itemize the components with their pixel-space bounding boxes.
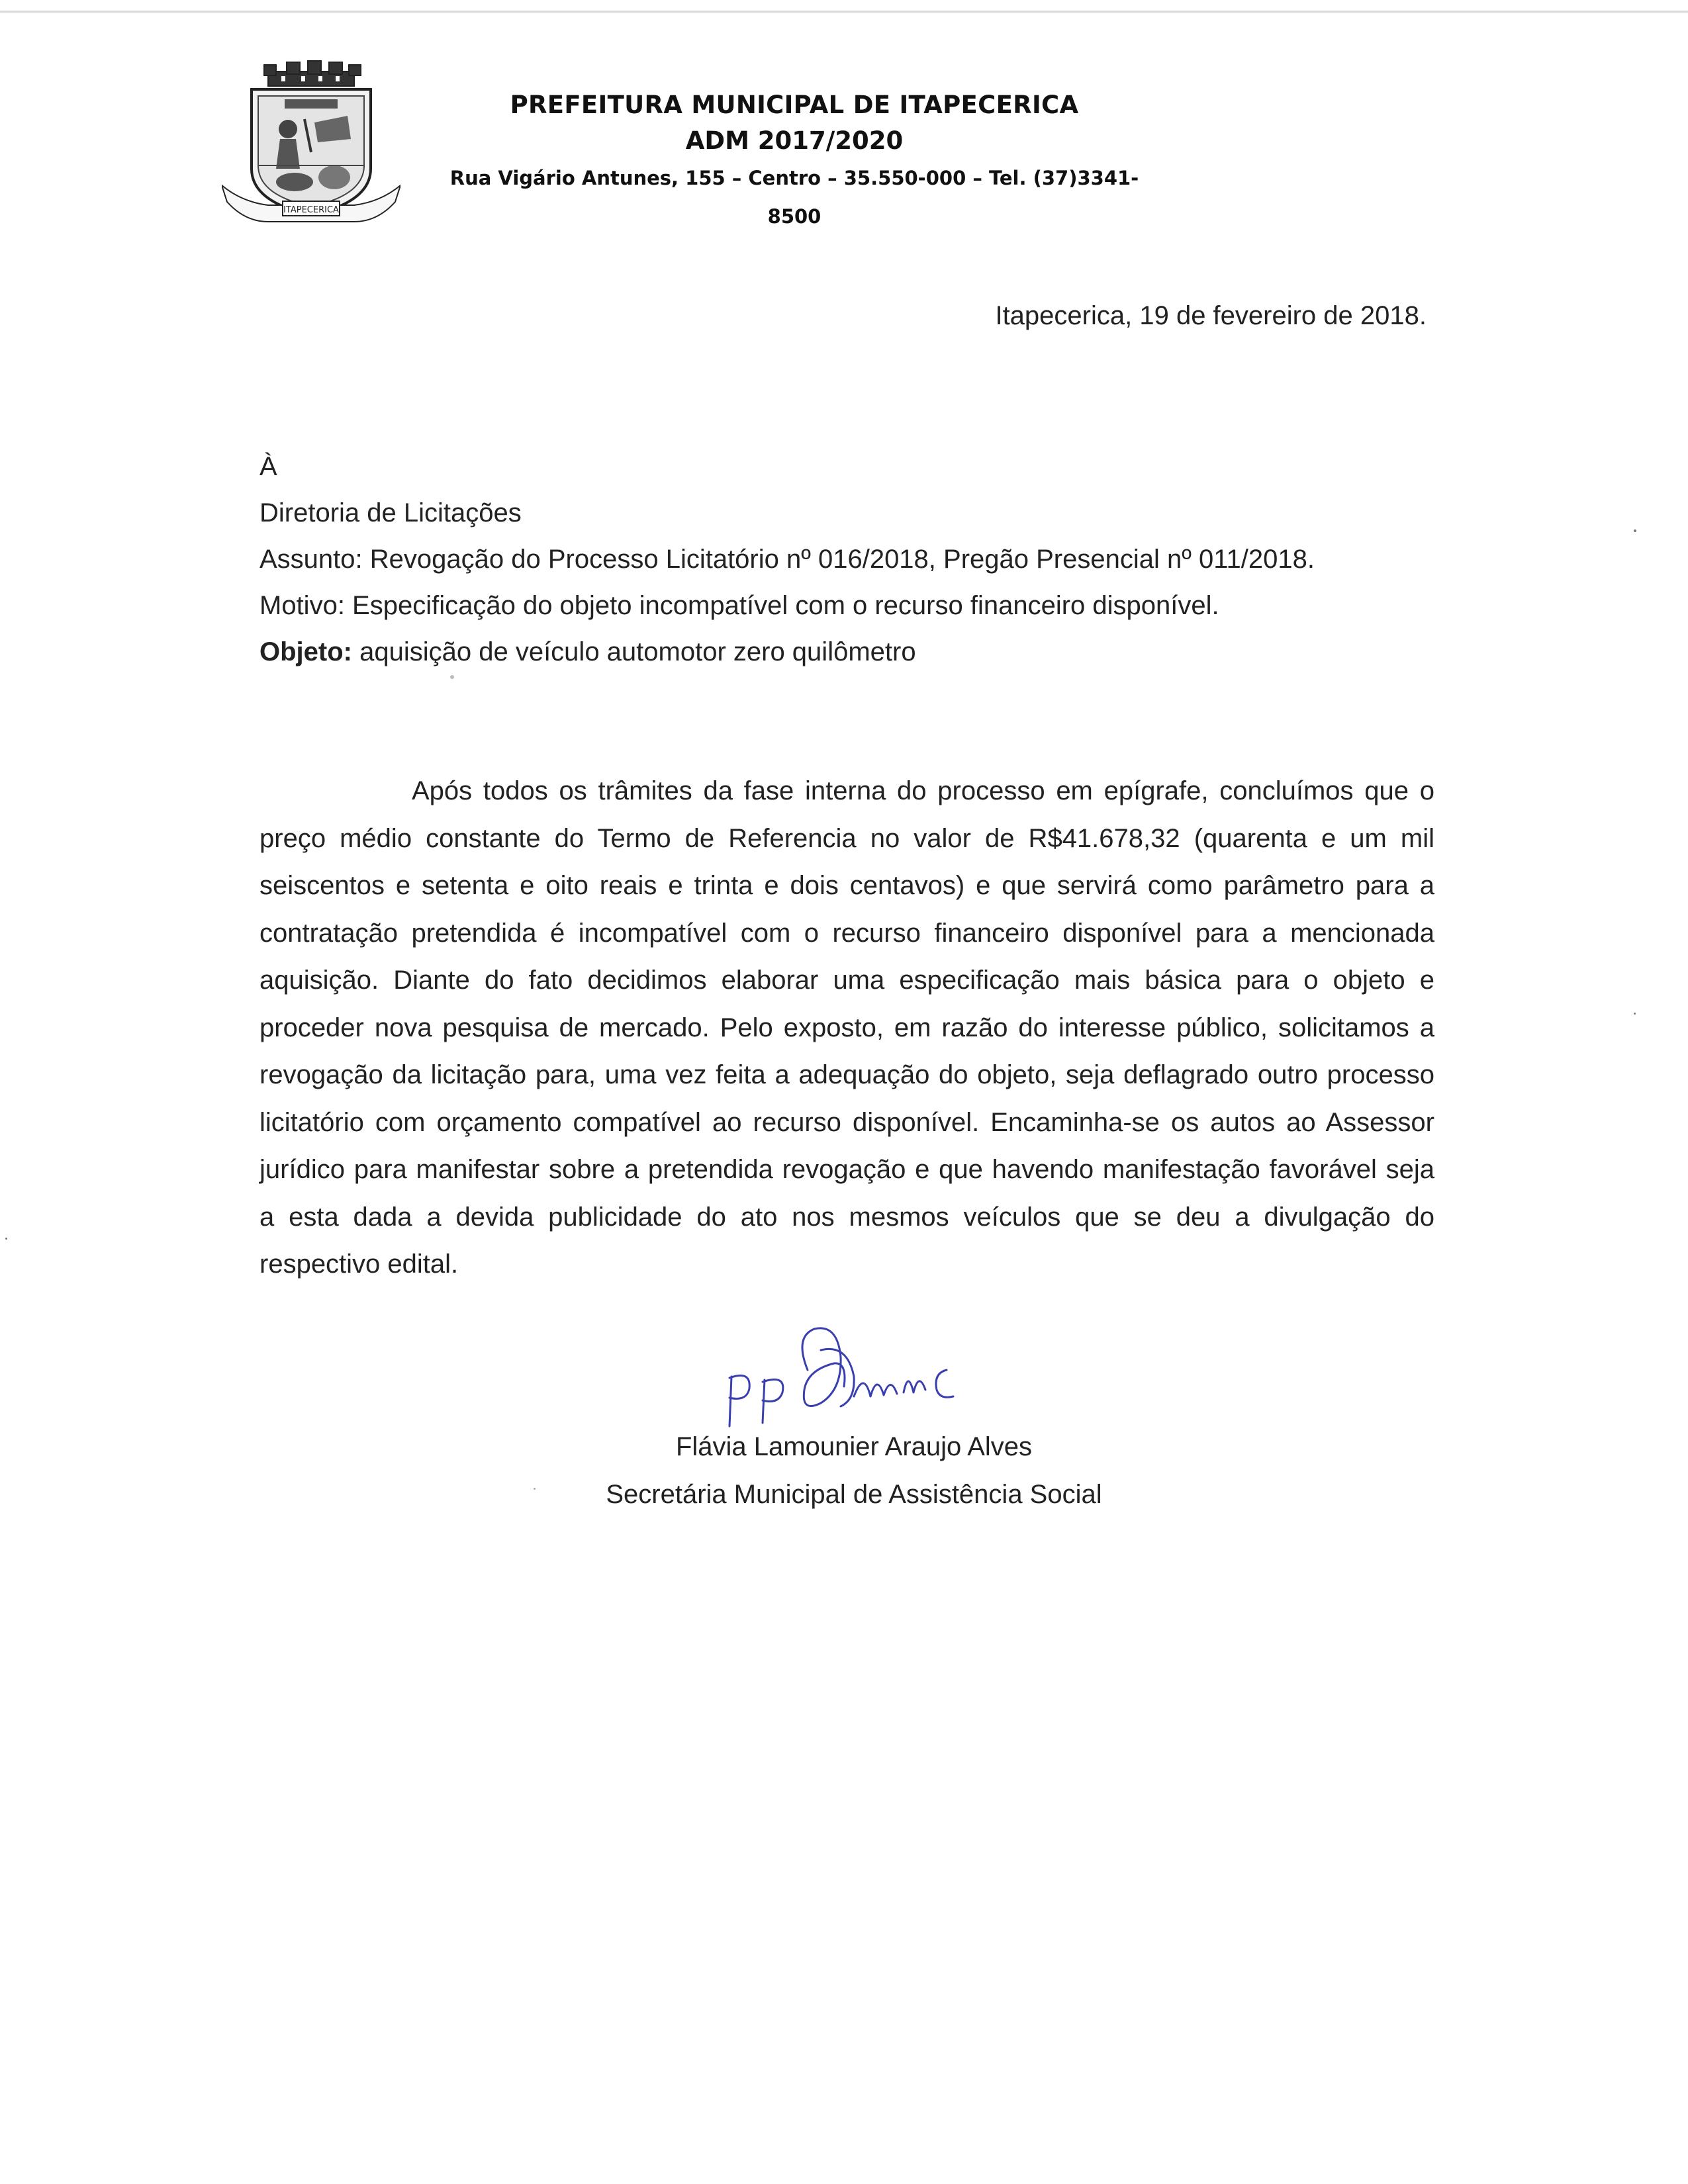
letter-body [259, 768, 1434, 1289]
body-paragraph: Após todos os trâmites da fase interna do processo em epígrafe, concluímos que o preço médio constante do Termo de Referencia no valor de R$41.678,32 (quarenta e um mil seiscentos e setenta e oito reais e trinta e dois centavos) e que servirá como parâmetro para a contratação pretendida é incompatível com o recurso financeiro disponível para a mencionada aquisição. Diante do fato decidimos elaborar uma especificação mais básica para o objeto e proceder nova pesquisa de mercado. Pelo exposto, em razão do interesse público, solicitamos a revogação da licitação para, uma vez feita a adequação do objeto, seja deflagrado outro processo licitatório com orçamento compatível ao recurso disponível. Encaminha-se os autos ao Assessor jurídico para manifestar sobre a pretendida revogação e que havendo manifestação favorável seja a esta dada a devida publicidade do ato nos mesmos veículos que se deu a divulgação do respectivo edital. [259, 776, 1434, 1279]
subject-line: Assunto: Revogação do Processo Licitatório nº 016/2018, Pregão Presencial nº 011/2018. [259, 545, 1315, 574]
scan-speck [450, 675, 454, 679]
date-line: Itapecerica, 19 de fevereiro de 2018. [995, 301, 1427, 330]
object-value: aquisição de veículo automotor zero quilômetro [352, 637, 916, 666]
addressee-block [259, 443, 1315, 675]
reason-line: Motivo: Especificação do objeto incompatível com o recurso financeiro disponível. [259, 591, 1219, 620]
addressee-to: À [259, 452, 277, 481]
addressee-department: Diretoria de Licitações [259, 498, 522, 527]
signer-title: Secretária Municipal de Assistência Social [606, 1480, 1102, 1509]
object-line [259, 629, 1315, 675]
organization-name: PREFEITURA MUNICIPAL DE ITAPECERICA [510, 91, 1079, 119]
scan-speck [1634, 1013, 1636, 1015]
scan-edge-line [0, 11, 1688, 13]
organization-address: Rua Vigário Antunes, 155 – Centro – 35.550-000 – Tel. (37)3341-8500 [449, 167, 1139, 228]
crest-banner-text: ITAPECERICA [283, 205, 339, 215]
object-label: Objeto: [259, 637, 352, 666]
scan-speck [1634, 529, 1636, 532]
letterhead [424, 87, 1165, 236]
scan-speck [5, 1238, 7, 1240]
signer-name: Flávia Lamounier Araujo Alves [675, 1432, 1033, 1461]
municipal-crest-logo [222, 60, 400, 232]
scan-speck [534, 1488, 536, 1490]
administration-period: ADM 2017/2020 [685, 126, 904, 155]
signature-block [583, 1423, 1125, 1518]
